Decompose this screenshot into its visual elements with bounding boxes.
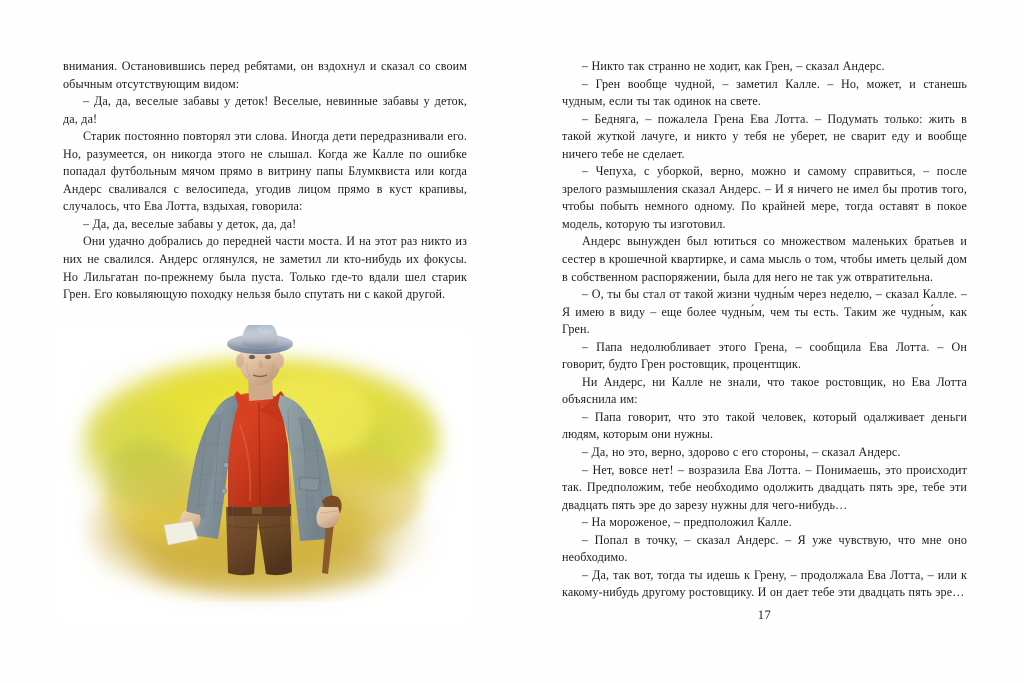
- paragraph: внимания. Остановившись перед ребятами, он вздохнул и сказал со своим обычным отсутствующим видом:: [63, 59, 467, 91]
- illustration-svg: [52, 325, 472, 625]
- paragraph: Они удачно добрались до передней части моста. И на этот раз никто из них не свалился. Андерс оглянулся, не заметил ли кто-нибудь их фокусы. Но Лильгатан по-прежнему была пуста. Только где-то вдали шел старик Грен. Его ковыляющую походку нельзя было спутать ни с какой другой.: [63, 234, 467, 302]
- paragraph: – Чепуха, с уборкой, верно, можно и самому справиться, – после зрелого размышления сказал Андерс. – И я ничего не имел бы против того, чтобы побыть немного одному. По крайней мере, тогда оставят в покое модель, которую ты изготовил.: [562, 164, 967, 231]
- paragraph: – Да, но это, верно, здорово с его стороны, – сказал Андерс.: [582, 445, 901, 460]
- eye-right: [265, 355, 271, 359]
- paragraph: – На мороженое, – предположил Калле.: [582, 515, 792, 530]
- page-number: 17: [757, 608, 772, 622]
- paragraph: Андерс вынужден был ютиться со множеством маленьких братьев и сестер в крошечной квартирке, и сама мысль о том, чтобы иметь целый дом в собственном распоряжении, была для него не так уж отвратительна.: [562, 234, 967, 284]
- paragraph: – Да, так вот, тогда ты идешь к Грену, – продолжала Ева Лотта, – или к какому-нибудь другому ростовщику. И он дает тебе эти двадцать пять эре…: [562, 567, 967, 600]
- paragraph: – О, ты бы стал от такой жизни чудны́м через неделю, – сказал Калле. – Я имею в виду – еще более чудны́м, чем ты есть. Таким же чудны́м, как Грен.: [562, 287, 967, 337]
- paragraph: – Бедняга, – пожалела Грена Ева Лотта. – Подумать только: жить в такой жуткой лачуге, и никто у тебя не уберет, не сварит еду и вообще ничего тебе не сделает.: [562, 111, 967, 161]
- illustration-old-man-gren: [52, 325, 472, 625]
- right-text-column: [562, 58, 967, 602]
- paragraph: – Никто так странно не ходит, как Грен, – сказал Андерс.: [582, 59, 885, 73]
- paragraph: – Попал в точку, – сказал Андерс. – Я уже чувствую, что мне оно необходимо.: [562, 532, 967, 565]
- eye-left: [249, 355, 255, 359]
- paragraph: Ни Андерс, ни Калле не знали, что такое ростовщик, но Ева Лотта объяснила им:: [562, 374, 967, 407]
- left-text-column: [63, 58, 467, 304]
- paragraph: – Да, да, веселые забавы у деток! Веселые, невинные забавы у деток, да, да!: [63, 94, 467, 126]
- paragraph: – Грен вообще чудной, – заметил Калле. – Но, может, и станешь чудным, если ты так одинок на свете.: [562, 76, 967, 109]
- jacket-button: [221, 488, 226, 493]
- paragraph: – Папа говорит, что это такой человек, который одалживает деньги людям, которым они нужны.: [562, 409, 967, 442]
- paragraph: – Да, да, веселые забавы у деток, да, да!: [83, 216, 297, 231]
- jacket-button: [223, 462, 228, 467]
- paragraph: – Папа недолюбливает этого Грена, – сообщила Ева Лотта. – Он говорит, будто Грен ростовщик, процентщик.: [562, 339, 967, 372]
- paragraph: Старик постоянно повторял эти слова. Иногда дети передразнивали его. Но, разумеется, он никогда этого не слышал. Когда же Калле по ошибке попадал футбольным мячом прямо в витрину папы Блумквиста или когда Андерс сваливался с велосипеда, угодив лицом прямо в куст крапивы, случалось, что Ева Лотта, вздыхая, говорила:: [63, 129, 467, 214]
- paragraph: – Нет, вовсе нет! – возразила Ева Лотта. – Понимаешь, это происходит так. Предположим, тебе необходимо одолжить двадцать пять эре, тебе эти двадцать пять эре до зарезу нужны для чего-нибудь…: [562, 462, 967, 512]
